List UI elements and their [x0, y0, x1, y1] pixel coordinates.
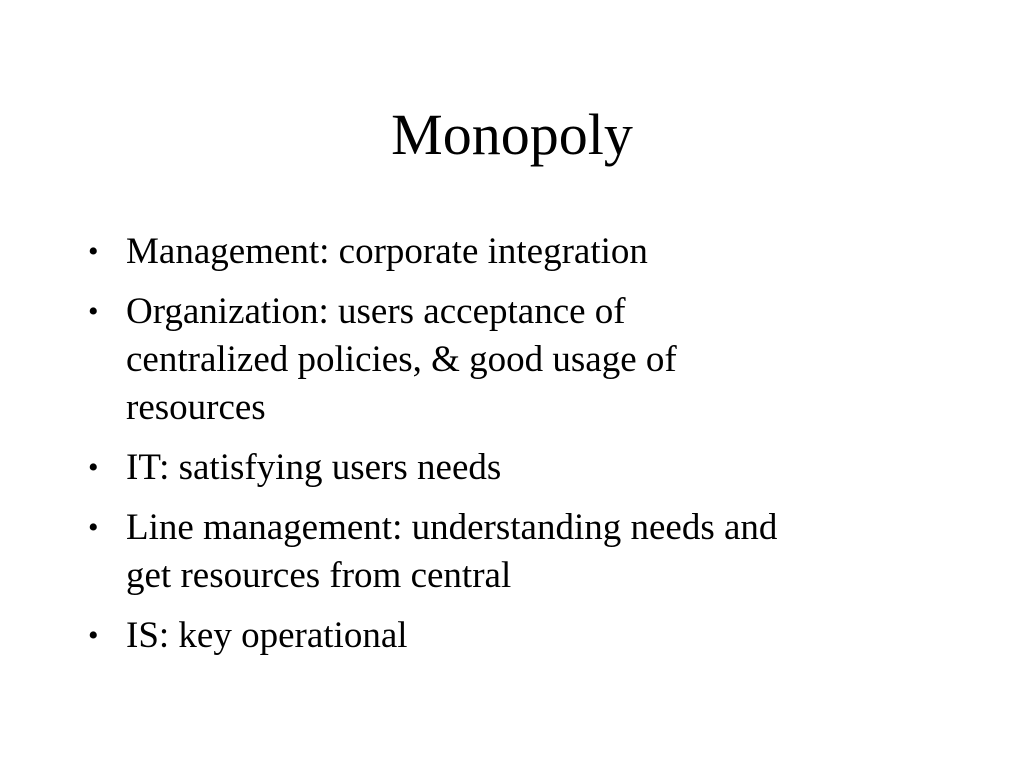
bullet-item-management	[88, 228, 968, 276]
bullet-icon: •	[88, 511, 99, 544]
bullet-text: IT: satisfying users needs	[126, 447, 502, 488]
bullet-icon: •	[88, 295, 99, 328]
bullet-icon: •	[88, 235, 99, 268]
bullet-text: Line management: understanding needs and get resources from central	[126, 507, 778, 596]
bullet-icon: •	[88, 451, 99, 484]
bullet-text: IS: key operational	[126, 615, 408, 656]
bullet-item-organization	[88, 288, 968, 432]
bullet-text: Organization: users acceptance of centralized policies, & good usage of resources	[126, 291, 677, 428]
bullet-item-it	[88, 444, 968, 492]
bullet-item-is	[88, 612, 968, 660]
bullet-item-line-management	[88, 504, 968, 600]
bullet-text: Management: corporate integration	[126, 231, 648, 272]
bullet-list	[88, 228, 968, 672]
slide-title: Monopoly	[391, 102, 633, 167]
bullet-icon: •	[88, 619, 99, 652]
